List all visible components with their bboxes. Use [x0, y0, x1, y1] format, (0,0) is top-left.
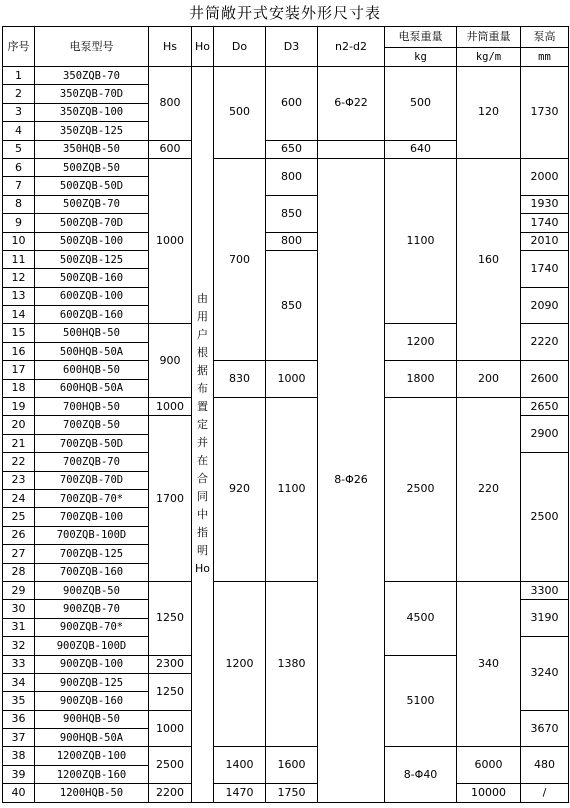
cell-model: 500ZQB-100: [35, 232, 149, 250]
cell-seq: 25: [3, 508, 35, 526]
cell-model: 900ZQB-70*: [35, 618, 149, 636]
cell-pump-weight: 2500: [385, 398, 457, 582]
cell-seq: 17: [3, 361, 35, 379]
cell-pump-height: 2500: [521, 453, 569, 582]
cell-pump-weight: 10000: [457, 784, 521, 802]
cell-seq: 40: [3, 784, 35, 802]
cell-seq: 13: [3, 287, 35, 305]
cell-pump-height: 1930: [521, 195, 569, 213]
cell-seq: 21: [3, 434, 35, 452]
cell-model: 600ZQB-160: [35, 306, 149, 324]
cell-d3: 600: [266, 67, 318, 141]
cell-model: 500ZQB-70: [35, 195, 149, 213]
cell-model: 900ZQB-160: [35, 692, 149, 710]
cell-pump-height: 2900: [521, 416, 569, 453]
cell-seq: 1: [3, 67, 35, 85]
cell-model: 900HQB-50A: [35, 729, 149, 747]
cell-pump-height: 3670: [521, 710, 569, 747]
cell-well-weight: 340: [457, 581, 521, 747]
cell-seq: 10: [3, 232, 35, 250]
cell-hs: 2300: [149, 655, 192, 673]
cell-seq: 29: [3, 581, 35, 599]
cell-d3: 1000: [266, 361, 318, 398]
cell-seq: 14: [3, 306, 35, 324]
cell-do: 700: [214, 158, 266, 360]
cell-well-weight: /: [521, 784, 569, 802]
cell-n2d2: 8-Φ26: [318, 158, 385, 802]
cell-n2d2: 8-Φ40: [385, 747, 457, 802]
cell-model: 900HQB-50: [35, 710, 149, 728]
cell-pump-height: 3300: [521, 581, 569, 599]
cell-hs: 1000: [149, 710, 192, 747]
cell-model: 600ZQB-100: [35, 287, 149, 305]
cell-seq: 8: [3, 195, 35, 213]
cell-model: 700ZQB-160: [35, 563, 149, 581]
cell-seq: 15: [3, 324, 35, 342]
page-title: 井筒敞开式安装外形尺寸表: [188, 4, 381, 22]
cell-model: 350ZQB-70: [35, 67, 149, 85]
cell-seq: 20: [3, 416, 35, 434]
cell-seq: 26: [3, 526, 35, 544]
cell-pump-height: 3190: [521, 600, 569, 637]
cell-hs: 1000: [149, 158, 192, 324]
cell-pump-weight: 1100: [385, 158, 457, 324]
cell-pump-weight: 640: [385, 140, 457, 158]
header-model: 电泵型号: [35, 27, 149, 67]
cell-model: 700ZQB-70*: [35, 489, 149, 507]
header-d3: D3: [266, 27, 318, 67]
cell-model: 700ZQB-100: [35, 508, 149, 526]
cell-pump-weight: 500: [385, 67, 457, 141]
cell-model: 500ZQB-125: [35, 250, 149, 268]
header-pump-height: 泵高: [521, 27, 569, 48]
cell-model: 500ZQB-50D: [35, 177, 149, 195]
cell-pump-weight: 6000: [457, 747, 521, 784]
cell-seq: 22: [3, 453, 35, 471]
cell-well-weight: 220: [457, 398, 521, 582]
cell-model: 1200ZQB-160: [35, 765, 149, 783]
cell-model: 350ZQB-70D: [35, 85, 149, 103]
cell-pump-height: 3240: [521, 637, 569, 711]
cell-seq: 12: [3, 269, 35, 287]
cell-seq: 18: [3, 379, 35, 397]
cell-model: 900ZQB-100: [35, 655, 149, 673]
cell-seq: 6: [3, 158, 35, 176]
cell-seq: 34: [3, 673, 35, 691]
cell-pump-height: 1730: [521, 67, 569, 159]
cell-hs: 2500: [149, 747, 192, 784]
cell-model: 900ZQB-100D: [35, 637, 149, 655]
cell-d3: 1750: [266, 784, 318, 802]
cell-seq: 5: [3, 140, 35, 158]
cell-hs: 600: [149, 140, 192, 158]
header-hs: Hs: [149, 27, 192, 67]
cell-model: 500ZQB-70D: [35, 214, 149, 232]
cell-seq: 28: [3, 563, 35, 581]
cell-pump-height: 2090: [521, 287, 569, 324]
cell-pump-height: 2010: [521, 232, 569, 250]
header-well-weight-unit: kg/m: [457, 48, 521, 67]
header-pump-weight: 电泵重量: [385, 27, 457, 48]
cell-model: 350ZQB-125: [35, 122, 149, 140]
cell-ho-note: 由 用 户 根 据 布 置 定 并 在 合 同 中 指 明 Ho: [192, 67, 214, 803]
cell-model: 500ZQB-50: [35, 158, 149, 176]
header-ho: Ho: [192, 27, 214, 67]
cell-seq: 4: [3, 122, 35, 140]
cell-d3: 800: [266, 158, 318, 195]
cell-model: 700ZQB-70: [35, 453, 149, 471]
cell-pump-weight: 5100: [385, 655, 457, 747]
cell-seq: 31: [3, 618, 35, 636]
cell-seq: 2: [3, 85, 35, 103]
cell-seq: 38: [3, 747, 35, 765]
cell-model: 700ZQB-70D: [35, 471, 149, 489]
cell-do: 1400: [214, 747, 266, 784]
cell-model: 350HQB-50: [35, 140, 149, 158]
cell-pump-height: 1740: [521, 214, 569, 232]
cell-seq: 37: [3, 729, 35, 747]
cell-do: 1200: [214, 581, 266, 747]
cell-seq: 24: [3, 489, 35, 507]
cell-seq: 33: [3, 655, 35, 673]
cell-pump-weight: 4500: [385, 581, 457, 655]
cell-do: 830: [214, 361, 266, 398]
cell-hs: 2200: [149, 784, 192, 802]
cell-well-weight: 480: [521, 747, 569, 784]
cell-d3: 1380: [266, 581, 318, 747]
header-well-weight: 井筒重量: [457, 27, 521, 48]
cell-model: 350ZQB-100: [35, 103, 149, 121]
cell-seq: 16: [3, 342, 35, 360]
cell-seq: 30: [3, 600, 35, 618]
header-do: Do: [214, 27, 266, 67]
cell-pump-height: 2220: [521, 324, 569, 361]
cell-seq: 11: [3, 250, 35, 268]
header-seq: 序号: [3, 27, 35, 67]
cell-seq: 27: [3, 545, 35, 563]
cell-seq: 36: [3, 710, 35, 728]
cell-model: 900ZQB-70: [35, 600, 149, 618]
cell-hs: 1250: [149, 581, 192, 655]
cell-seq: 23: [3, 471, 35, 489]
cell-hs: 1700: [149, 416, 192, 582]
header-pump-weight-unit: kg: [385, 48, 457, 67]
cell-d3: 800: [266, 232, 318, 250]
cell-do: 500: [214, 67, 266, 159]
cell-d3: 850: [266, 250, 318, 360]
cell-seq: 3: [3, 103, 35, 121]
cell-d3: 1100: [266, 398, 318, 582]
cell-pump-weight: 1800: [385, 361, 457, 398]
cell-model: 700ZQB-50D: [35, 434, 149, 452]
cell-hs: 900: [149, 324, 192, 398]
cell-seq: 35: [3, 692, 35, 710]
cell-model: 1200HQB-50: [35, 784, 149, 802]
cell-seq: 19: [3, 398, 35, 416]
cell-do: 1470: [214, 784, 266, 802]
dimension-table: [2, 26, 569, 803]
cell-model: 500HQB-50A: [35, 342, 149, 360]
cell-model: 500ZQB-160: [35, 269, 149, 287]
cell-hs: 1250: [149, 673, 192, 710]
cell-seq: 39: [3, 765, 35, 783]
cell-model: 600HQB-50: [35, 361, 149, 379]
cell-d3: 650: [266, 140, 318, 158]
cell-d3: 1600: [266, 747, 318, 784]
cell-model: 700ZQB-100D: [35, 526, 149, 544]
cell-pump-height: 2000: [521, 158, 569, 195]
cell-do: 920: [214, 398, 266, 582]
cell-model: 500HQB-50: [35, 324, 149, 342]
cell-well-weight: 120: [457, 67, 521, 159]
cell-pump-height: 2650: [521, 398, 569, 416]
cell-pump-height: 1740: [521, 250, 569, 287]
cell-well-weight: 200: [457, 361, 521, 398]
cell-well-weight: 160: [457, 158, 521, 360]
cell-hs: 1000: [149, 398, 192, 416]
header-n2d2: n2-d2: [318, 27, 385, 67]
cell-seq: 32: [3, 637, 35, 655]
cell-pump-weight: 1200: [385, 324, 457, 361]
cell-model: 900ZQB-125: [35, 673, 149, 691]
cell-model: 700ZQB-125: [35, 545, 149, 563]
cell-seq: 9: [3, 214, 35, 232]
cell-model: 700HQB-50: [35, 398, 149, 416]
cell-n2d2: 6-Φ22: [318, 67, 385, 141]
header-pump-height-unit: mm: [521, 48, 569, 67]
cell-pump-height: 2600: [521, 361, 569, 398]
cell-model: 600HQB-50A: [35, 379, 149, 397]
cell-d3: 850: [266, 195, 318, 232]
cell-seq: 7: [3, 177, 35, 195]
cell-n2d2: [318, 140, 385, 158]
cell-model: 900ZQB-50: [35, 581, 149, 599]
cell-model: 700ZQB-50: [35, 416, 149, 434]
cell-hs: 800: [149, 67, 192, 141]
cell-model: 1200ZQB-100: [35, 747, 149, 765]
